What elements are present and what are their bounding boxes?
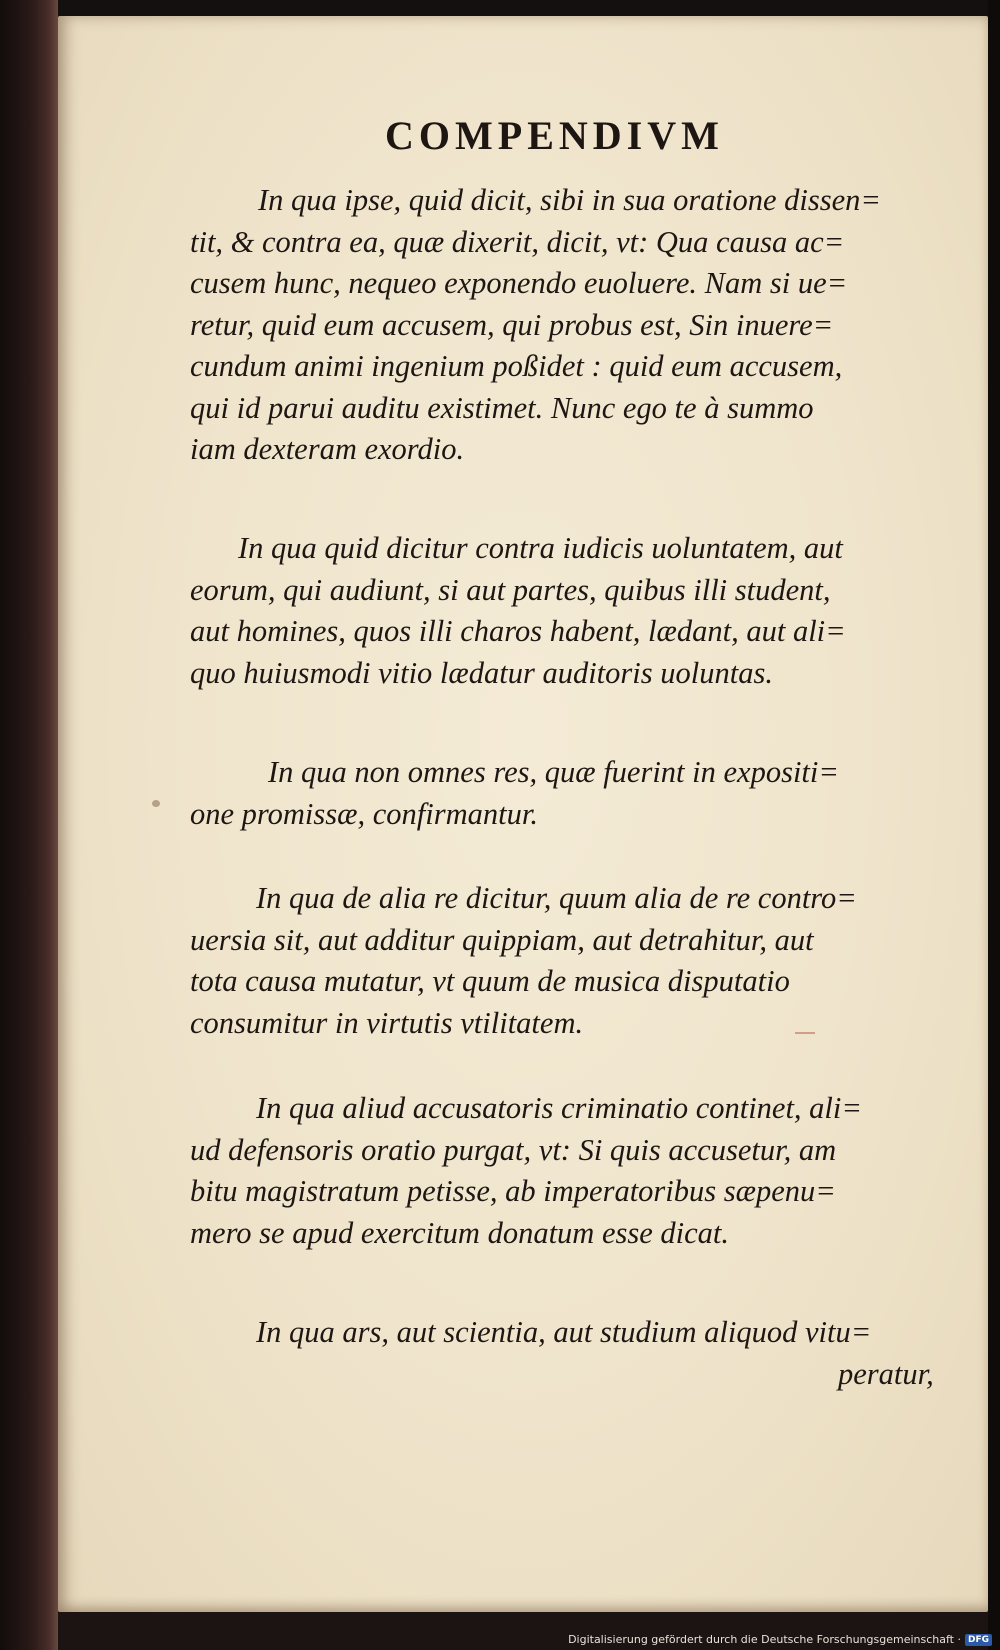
paragraph-1 (190, 180, 928, 471)
dfg-logo: DFG (965, 1634, 992, 1646)
book-binding-edge (0, 0, 58, 1650)
scan-right-edge (988, 0, 1000, 1650)
paragraph-6 (190, 1312, 934, 1395)
text-line: In qua aliud accusatoris criminatio continet, ali= (256, 1091, 862, 1125)
text-line: tota causa mutatur, vt quum de musica disputatio (190, 964, 790, 998)
paragraph-3 (190, 752, 928, 835)
text-line: uersia sit, aut additur quippiam, aut detrahitur, aut (190, 922, 814, 957)
text-line: one promissæ, confirmantur. (190, 796, 538, 831)
text-line: In qua ars, aut scientia, aut studium aliquod vitu= (256, 1315, 872, 1349)
paragraph-4 (190, 878, 928, 1044)
running-heading: COMPENDIVM (385, 113, 724, 158)
text-line: iam dexteram exordio. (190, 432, 465, 466)
text-line: mero se apud exercitum donatum esse dicat. (190, 1215, 729, 1250)
text-line: bitu magistratum petisse, ab imperatoribus sæpenu= (190, 1174, 836, 1208)
text-line: In qua ipse, quid dicit, sibi in sua oratione dissen= (258, 183, 881, 217)
text-line: qui id parui auditu existimet. Nunc ego te à summo (190, 390, 814, 425)
text-line: ud defensoris oratio purgat, vt: Si quis accusetur, am (190, 1132, 837, 1167)
text-line: consumitur in virtutis vtilitatem. (190, 1005, 584, 1040)
text-line: aut homines, quos illi charos habent, lædant, aut ali= (190, 614, 846, 648)
text-line: eorum, qui audiunt, si aut partes, quibus illi student, (190, 572, 831, 607)
paragraph-2 (190, 528, 928, 694)
credit-text: Digitalisierung gefördert durch die Deutsche Forschungsgemeinschaft · (568, 1633, 961, 1646)
text-line: tit, & contra ea, quæ dixerit, dicit, vt: Qua causa ac= (190, 224, 845, 259)
digitization-credit (568, 1633, 992, 1646)
catchword: peratur, (838, 1356, 934, 1391)
text-line: In qua quid dicitur contra iudicis uoluntatem, aut (238, 531, 843, 565)
text-line: cusem hunc, nequeo exponendo euoluere. Nam si ue= (190, 266, 848, 300)
margin-mark (795, 1032, 815, 1034)
text-line: retur, quid eum accusem, qui probus est, Sin inuere= (190, 307, 834, 342)
text-line: quo huiusmodi vitio lædatur auditoris uoluntas. (190, 655, 773, 690)
text-line: In qua non omnes res, quæ fuerint in expositi= (268, 755, 839, 789)
ink-spot (152, 800, 160, 807)
paragraph-5 (190, 1088, 928, 1254)
text-line: In qua de alia re dicitur, quum alia de re contro= (256, 881, 857, 915)
text-line: cundum animi ingenium poßidet : quid eum accusem, (190, 349, 843, 383)
